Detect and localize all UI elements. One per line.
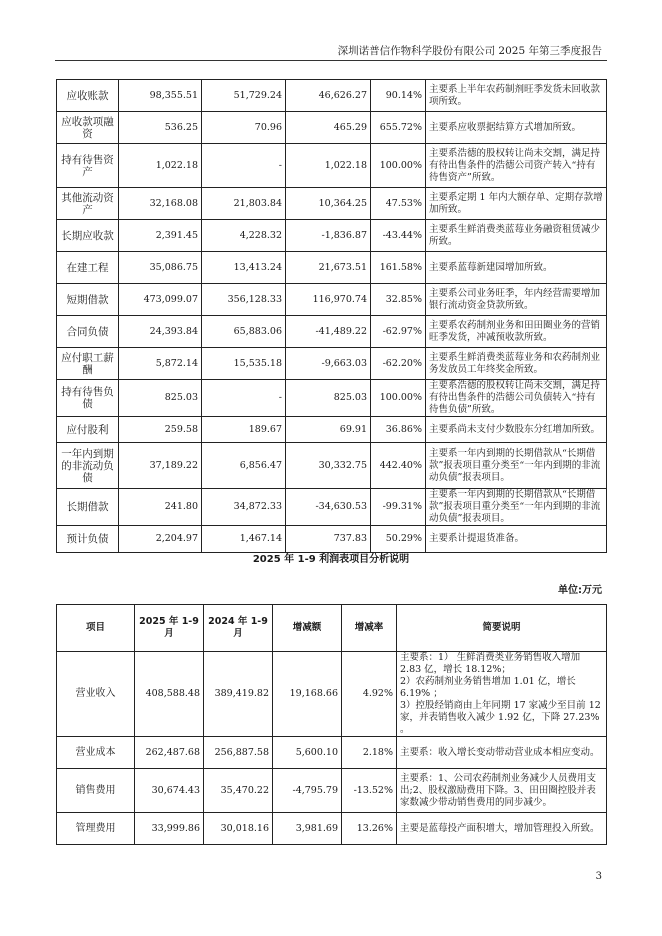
table-row [57, 80, 607, 112]
balance-item-name: 应付职工薪酬 [57, 348, 119, 380]
description-line: 主要系：收入增长变动带动营业成本相应变动。 [400, 746, 600, 758]
value-current: 825.03 [119, 380, 202, 417]
income-section-title: 2025 年 1-9 利润表项目分析说明 [252, 554, 410, 565]
unit-label: 单位:万元 [558, 585, 602, 596]
change-description: 主要系生鲜消费类蓝莓业务和农药制剂业务发放员工年终奖金所致。 [426, 348, 607, 380]
value-change: -34,630.53 [286, 489, 371, 526]
value-change-rate: -43.44% [371, 220, 426, 252]
income-item-name: 销售费用 [57, 769, 135, 813]
balance-item-name: 长期借款 [57, 489, 119, 526]
value-prior: 15,535.18 [202, 348, 286, 380]
value-change-rate: 36.86% [371, 417, 426, 443]
header-current-period: 2025 年 1-9 月 [135, 605, 204, 652]
value-change: 737.83 [286, 526, 371, 553]
table-row [57, 348, 607, 380]
value-change-rate: -62.20% [371, 348, 426, 380]
value-change-rate: 100.00% [371, 380, 426, 417]
balance-item-name: 长期应收款 [57, 220, 119, 252]
value-change: -9,663.03 [286, 348, 371, 380]
value-prior: 70.96 [202, 112, 286, 144]
value-prior: 389,419.82 [204, 652, 273, 737]
value-prior: 6,856.47 [202, 443, 286, 489]
value-current: 30,674.43 [135, 769, 204, 813]
value-prior: 65,883.06 [202, 316, 286, 348]
change-description: 主要系一年内到期的长期借款从“长期借款”报表项目重分类至“一年内到期的非流动负债”报表项目。 [426, 489, 607, 526]
value-change: 19,168.66 [273, 652, 342, 737]
value-change: 30,332.75 [286, 443, 371, 489]
value-current: 408,588.48 [135, 652, 204, 737]
table-row [57, 489, 607, 526]
value-prior: 35,470.22 [204, 769, 273, 813]
value-prior: - [202, 144, 286, 188]
value-current: 98,355.51 [119, 80, 202, 112]
change-description: 主要系公司业务旺季，年内经营需要增加银行流动资金贷款所致。 [426, 284, 607, 316]
table-row [57, 112, 607, 144]
value-change-rate: -62.97% [371, 316, 426, 348]
value-current: 37,189.22 [119, 443, 202, 489]
value-change-rate: 32.85% [371, 284, 426, 316]
value-change: 3,981.69 [273, 813, 342, 845]
change-description [397, 652, 607, 737]
header-change-rate: 增减率 [342, 605, 397, 652]
value-prior: 21,803.84 [202, 188, 286, 220]
value-change-rate: -99.31% [371, 489, 426, 526]
table-row [57, 316, 607, 348]
table-row [57, 813, 607, 845]
change-description: 主要系一年内到期的长期借款从“长期借款”报表项目重分类至“一年内到期的非流动负债”报表项目。 [426, 443, 607, 489]
value-current: 262,487.68 [135, 737, 204, 769]
table-row [57, 284, 607, 316]
value-change-rate: 442.40% [371, 443, 426, 489]
value-change-rate: 4.92% [342, 652, 397, 737]
change-description: 主要系浩德的股权转让尚未交割，满足持有待出售条件的浩德公司资产转入“持有待售资产”所致。 [426, 144, 607, 188]
description-line: 主要系：1、公司农药制剂业务减少人员费用支出;2、股权激励费用下降。3、田田圈控股并表家数减少带动销售费用的同步减少。 [400, 772, 597, 808]
table-row [57, 526, 607, 553]
change-description: 主要系计提退货准备。 [426, 526, 607, 553]
table-row [57, 144, 607, 188]
table-row [57, 252, 607, 284]
table-header-row [57, 605, 607, 652]
value-current: 33,999.86 [135, 813, 204, 845]
header-description: 简要说明 [397, 605, 607, 652]
change-description: 主要系尚未支付少数股东分红增加所致。 [426, 417, 607, 443]
balance-sheet-table [56, 79, 607, 553]
value-prior: 34,872.33 [202, 489, 286, 526]
value-change-rate: 2.18% [342, 737, 397, 769]
report-header: 深圳诺普信作物科学股份有限公司 2025 年第三季度报告 [337, 45, 602, 57]
change-description [397, 813, 607, 845]
change-description: 主要系蓝莓新建园增加所致。 [426, 252, 607, 284]
balance-item-name: 在建工程 [57, 252, 119, 284]
balance-item-name: 应收款项融资 [57, 112, 119, 144]
value-prior: - [202, 380, 286, 417]
table-row [57, 188, 607, 220]
change-description: 主要系应收票据结算方式增加所致。 [426, 112, 607, 144]
value-change: -1,836.87 [286, 220, 371, 252]
balance-item-name: 预计负债 [57, 526, 119, 553]
table-row [57, 220, 607, 252]
table-row [57, 737, 607, 769]
header-item: 项目 [57, 605, 135, 652]
value-prior: 1,467.14 [202, 526, 286, 553]
header-prior-period: 2024 年 1-9 月 [204, 605, 273, 652]
change-description: 主要系农药制剂业务和田田圈业务的营销旺季发货，冲减预收款所致。 [426, 316, 607, 348]
change-description: 主要系浩德的股权转让尚未交割，满足持有待出售条件的浩德公司负债转入“持有待售负债”所致。 [426, 380, 607, 417]
value-current: 35,086.75 [119, 252, 202, 284]
table-row [57, 417, 607, 443]
value-change: 1,022.18 [286, 144, 371, 188]
table-row [57, 443, 607, 489]
value-prior: 256,887.58 [204, 737, 273, 769]
value-change: 825.03 [286, 380, 371, 417]
page-number: 3 [595, 871, 602, 882]
change-description [397, 769, 607, 813]
value-change-rate: 13.26% [342, 813, 397, 845]
value-prior: 189.67 [202, 417, 286, 443]
value-current: 473,099.07 [119, 284, 202, 316]
value-current: 241.80 [119, 489, 202, 526]
value-current: 1,022.18 [119, 144, 202, 188]
value-change-rate: 100.00% [371, 144, 426, 188]
value-change: 465.29 [286, 112, 371, 144]
value-change-rate: 90.14% [371, 80, 426, 112]
value-prior: 51,729.24 [202, 80, 286, 112]
value-change: 5,600.10 [273, 737, 342, 769]
change-description [397, 737, 607, 769]
table-row [57, 380, 607, 417]
value-change: 21,673.51 [286, 252, 371, 284]
value-change: 116,970.74 [286, 284, 371, 316]
value-current: 259.58 [119, 417, 202, 443]
value-change: 46,626.27 [286, 80, 371, 112]
balance-item-name: 一年内到期的非流动负债 [57, 443, 119, 489]
header-divider [55, 60, 607, 61]
change-description: 主要系生鲜消费类蓝莓业务融资租赁减少所致。 [426, 220, 607, 252]
value-change-rate: 655.72% [371, 112, 426, 144]
value-current: 32,168.08 [119, 188, 202, 220]
value-change-rate: 161.58% [371, 252, 426, 284]
description-line: 主要是蓝莓投产面积增大，增加管理投入所致。 [400, 822, 600, 834]
value-change: -41,489.22 [286, 316, 371, 348]
change-description: 主要系定期 1 年内大额存单、定期存款增加所致。 [426, 188, 607, 220]
balance-item-name: 持有待售资产 [57, 144, 119, 188]
income-statement-table [56, 604, 607, 845]
balance-item-name: 短期借款 [57, 284, 119, 316]
value-change-rate: -13.52% [342, 769, 397, 813]
value-prior: 4,228.32 [202, 220, 286, 252]
balance-item-name: 合同负债 [57, 316, 119, 348]
balance-item-name: 应付股利 [57, 417, 119, 443]
value-change-rate: 47.53% [371, 188, 426, 220]
balance-item-name: 持有待售负债 [57, 380, 119, 417]
balance-item-name: 其他流动资产 [57, 188, 119, 220]
value-prior: 13,413.24 [202, 252, 286, 284]
value-change-rate: 50.29% [371, 526, 426, 553]
table-row [57, 652, 607, 737]
value-change: 69.91 [286, 417, 371, 443]
income-item-name: 管理费用 [57, 813, 135, 845]
value-current: 5,872.14 [119, 348, 202, 380]
value-prior: 356,128.33 [202, 284, 286, 316]
income-item-name: 营业成本 [57, 737, 135, 769]
value-change: -4,795.79 [273, 769, 342, 813]
header-change: 增减额 [273, 605, 342, 652]
value-current: 24,393.84 [119, 316, 202, 348]
value-change: 10,364.25 [286, 188, 371, 220]
value-current: 2,204.97 [119, 526, 202, 553]
description-line: 主要系：1） 生鲜消费类业务销售收入增加 2.83 亿，增长 18.12%； [400, 652, 581, 675]
balance-item-name: 应收账款 [57, 80, 119, 112]
value-current: 536.25 [119, 112, 202, 144]
table-row [57, 769, 607, 813]
description-line: 2）农药制剂业务销售增加 1.01 亿，增长 6.19% ； [400, 676, 576, 699]
value-prior: 30,018.16 [204, 813, 273, 845]
value-current: 2,391.45 [119, 220, 202, 252]
change-description: 主要系上半年农药制剂旺季发货未回收款项所致。 [426, 80, 607, 112]
description-line: 3）控股经销商由上年同期 17 家减少至目前 12 家，并表销售收入减少 1.92 亿，下降 27.23% 。 [400, 700, 601, 735]
income-item-name: 营业收入 [57, 652, 135, 737]
